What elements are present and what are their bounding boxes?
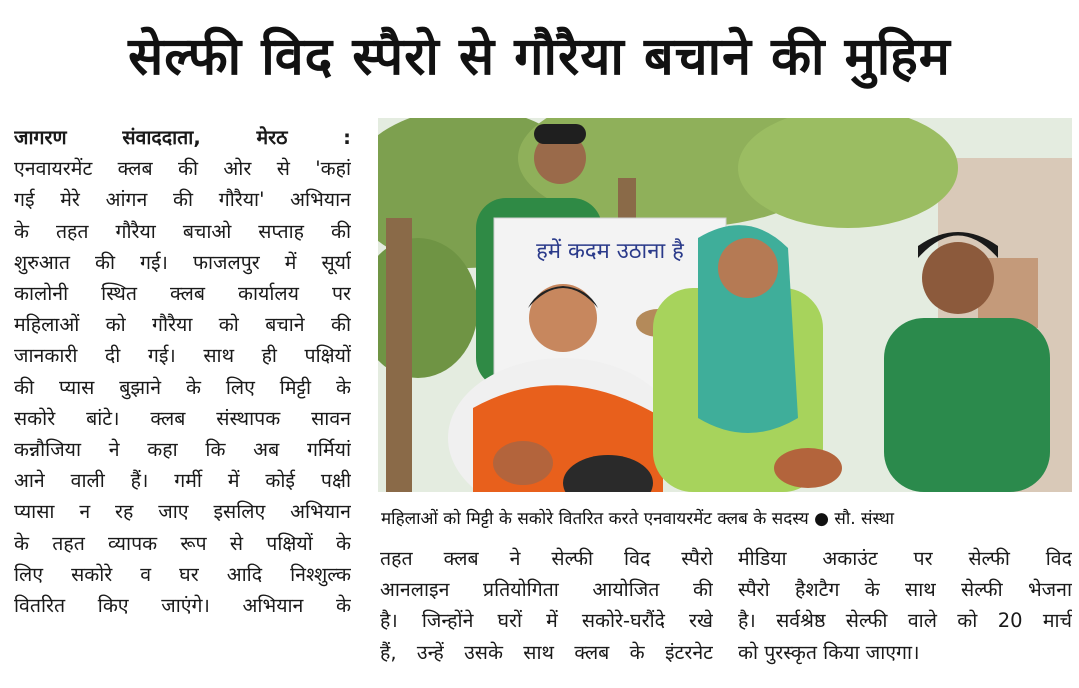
body-line: के तहत गौरैया बचाओ सप्ताह की [14,219,351,243]
body-line: वितरित किए जाएंगे। अभियान के [14,594,351,618]
body-line: आने वाली हैं। गर्मी में कोई पक्षी [14,469,351,493]
body-line: स्पैरो हैशटैग के साथ सेल्फी भेजना [738,578,1072,602]
body-line: है। सर्वश्रेष्ठ सेल्फी वाले को 20 मार्च [738,609,1072,633]
body-line: के तहत व्यापक रूप से पक्षियों के [14,531,351,555]
body-line: प्यासा न रह जाए इसलिए अभियान [14,500,351,524]
body-line: शुरुआत की गई। फाजलपुर में सूर्या [14,250,351,274]
body-line: मीडिया अकाउंट पर सेल्फी विद [738,547,1072,570]
article-column-3 [738,543,1072,668]
article-column-2 [380,543,713,668]
body-line: को पुरस्कृत किया जाएगा। [738,640,920,664]
body-line: महिलाओं को गौरैया को बचाने की [14,313,351,337]
body-line: है। जिन्होंने घरों में सकोरे-घरौंदे रखे [380,609,713,633]
body-line: जानकारी दी गई। साथ ही पक्षियों [14,344,351,368]
body-line: की प्यास बुझाने के लिए मिट्टी के [14,375,351,399]
byline: जागरण संवाददाता, मेरठ : [14,126,351,149]
photo-illustration [378,118,1072,492]
body-line: आनलाइन प्रतियोगिता आयोजित की [380,578,713,602]
body-line: तहत क्लब ने सेल्फी विद स्पैरो [380,547,713,570]
news-photo [378,118,1072,492]
article-column-1 [14,122,351,621]
body-line: कालोनी स्थित क्लब कार्यालय पर [14,282,351,306]
body-line: लिए सकोरे व घर आदि निश्शुल्क [14,562,351,586]
poster-text: हमें कदम उठाना है [536,239,684,264]
photo-caption: महिलाओं को मिट्टी के सकोरे वितरित करते एनवायरमेंट क्लब के सदस्य ● सौ. संस्था [381,509,895,529]
body-line: कन्नौजिया ने कहा कि अब गर्मियां [14,438,351,462]
headline: सेल्फी विद स्पैरो से गौरैया बचाने की मुहिम [128,26,951,87]
body-line: एनवायरमेंट क्लब की ओर से 'कहां [14,157,351,181]
body-line: हैं, उन्हें उसके साथ क्लब के इंटरनेट [380,640,713,664]
body-line: सकोरे बांटे। क्लब संस्थापक सावन [14,406,351,430]
body-line: गई मेरे आंगन की गौरैया' अभियान [14,188,351,212]
